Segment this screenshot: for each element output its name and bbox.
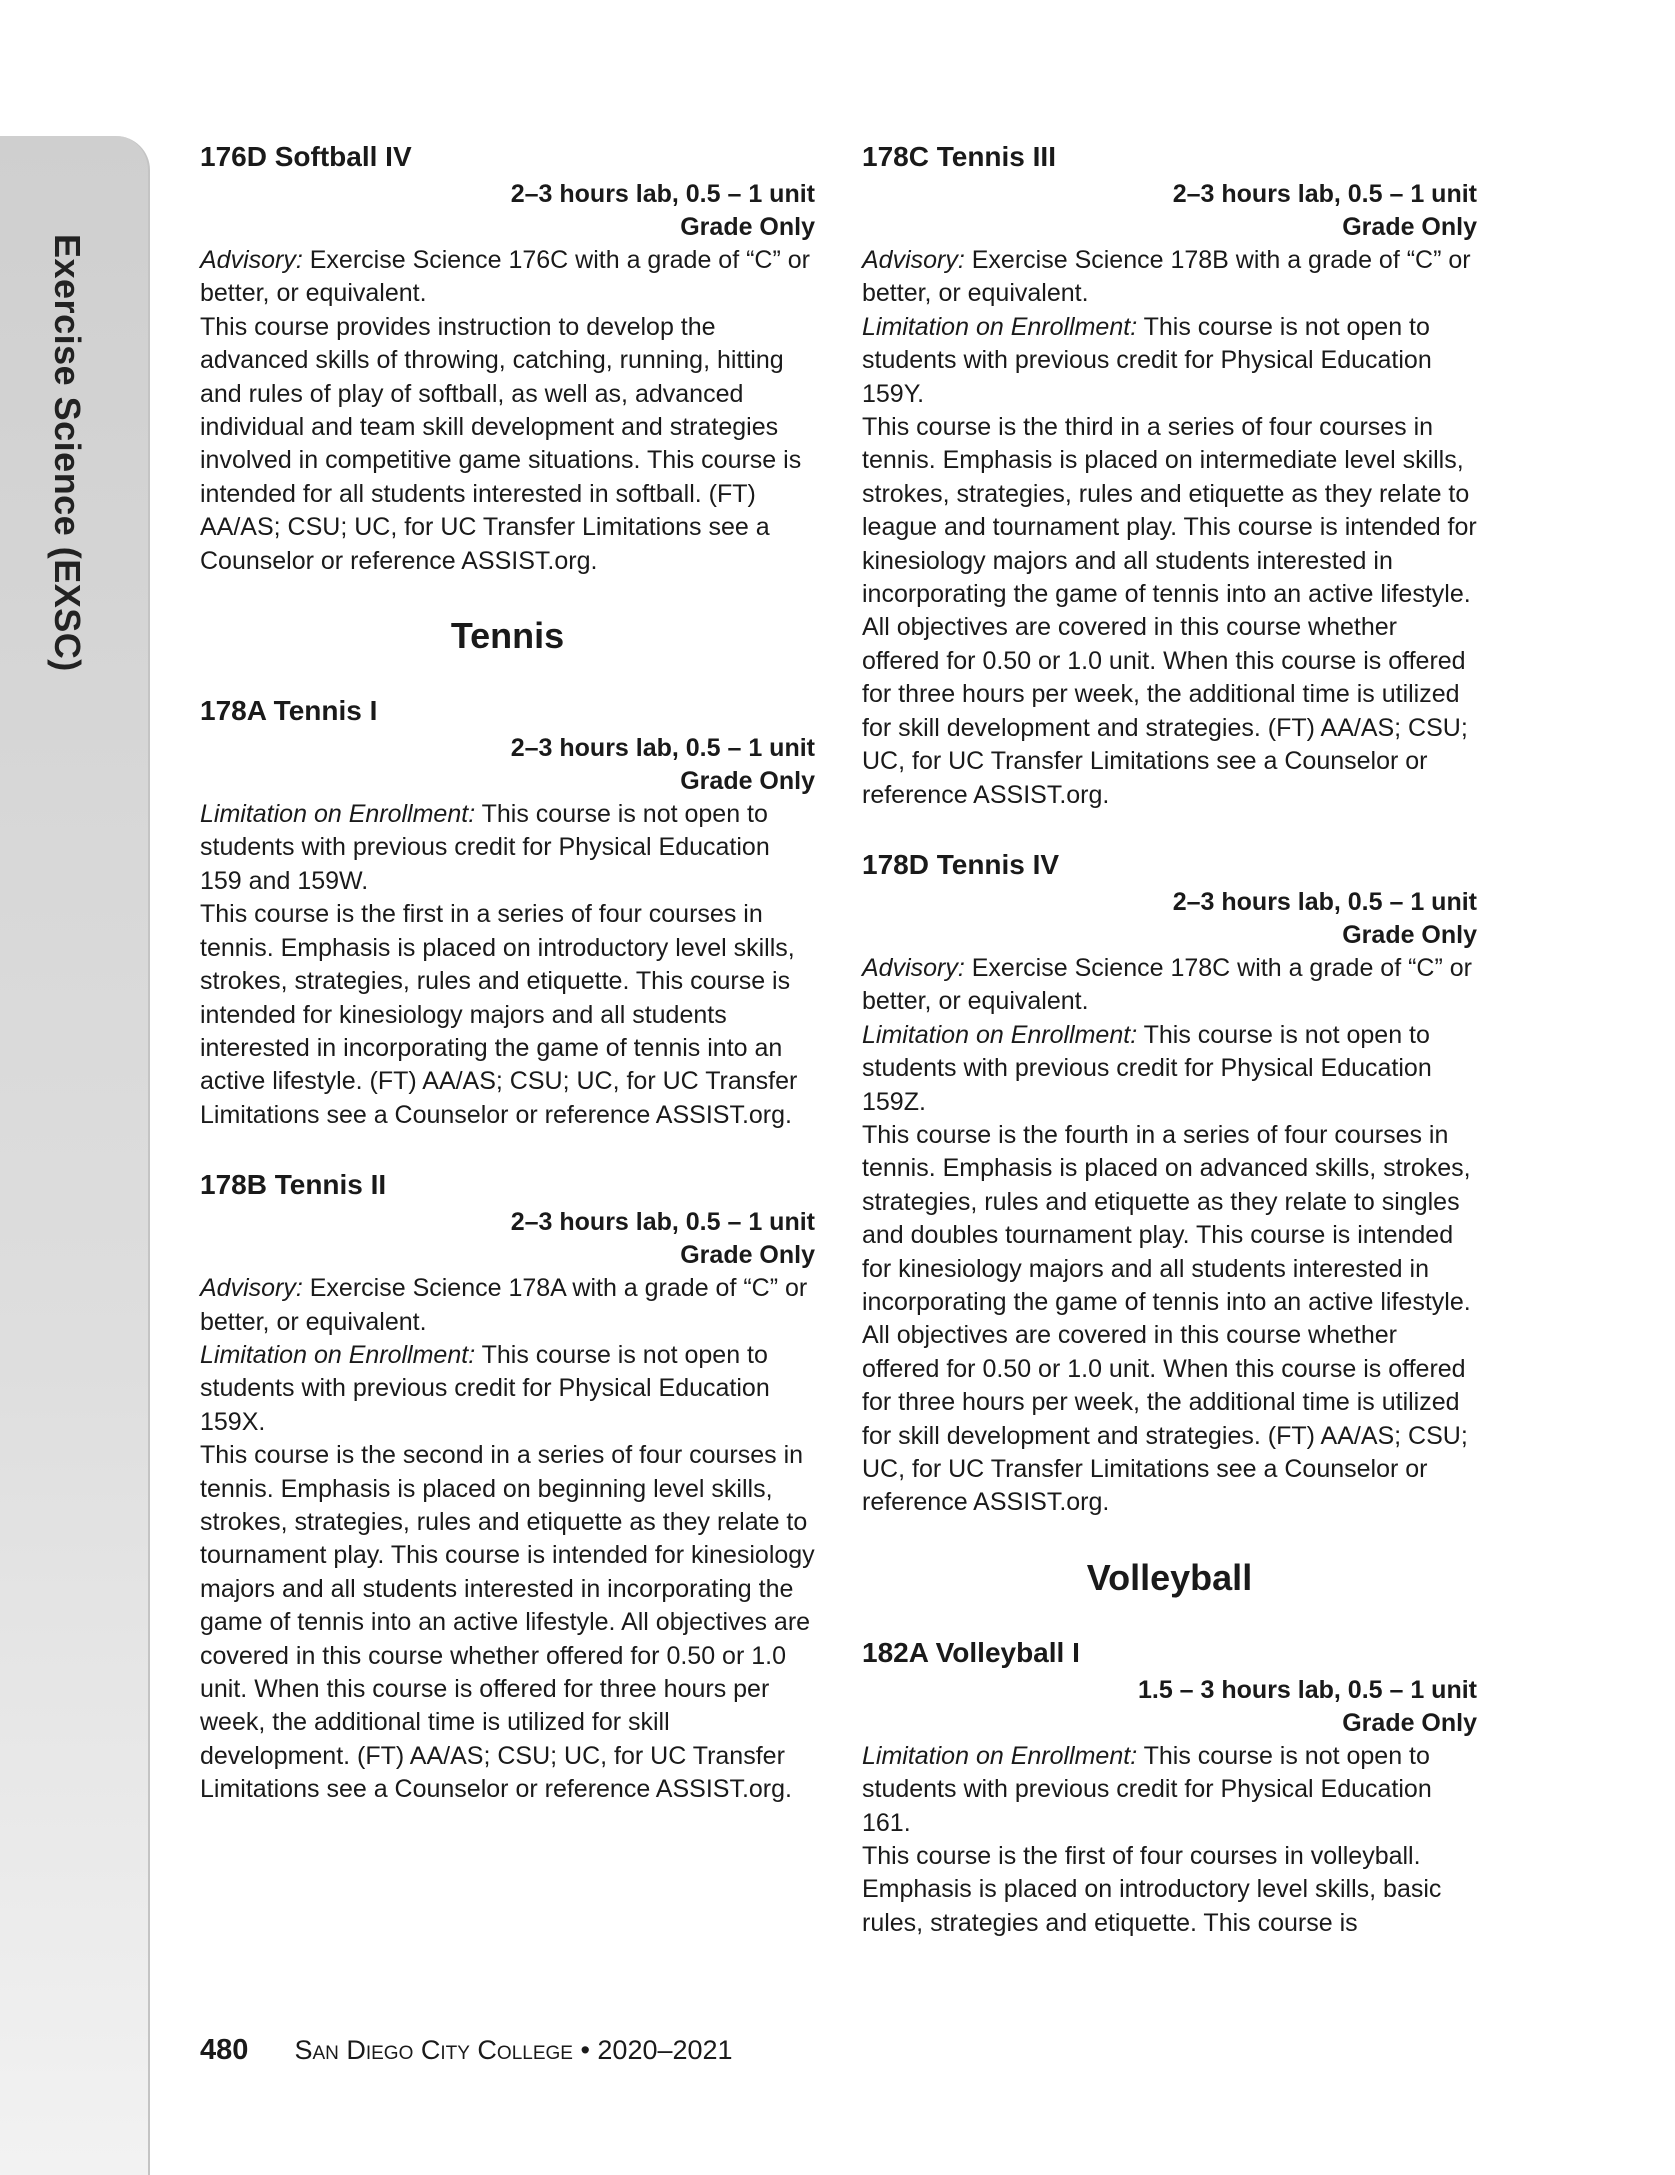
- advisory-label: Advisory:: [200, 1274, 303, 1303]
- course-description: This course is the fourth in a series of four courses in tennis. Emphasis is placed on advanced skills, strokes, strategies, rules and etiquette as they relate to singles and doubles tournament play. This course is intended for kinesiology majors and all students interested in incorporating the game of tennis into an active lifestyle. All objectives are covered in this course whether offered for 0.50 or 1.0 unit. When this course is offered for three hours per week, the additional time is utilized for skill development and strategies. (FT) AA/AS; CSU; UC, for UC Transfer Limitations see a Counselor or reference ASSIST.org.: [862, 1120, 1471, 1517]
- limitation-text: This course is not open to students with previous credit for Physical Education 159Y.: [862, 312, 1432, 408]
- course-hours: 2–3 hours lab, 0.5 – 1 unit: [510, 1208, 815, 1237]
- section-heading-volleyball: Volleyball: [1086, 1556, 1253, 1598]
- footer-college: San Diego City College • 2020–2021: [294, 2035, 733, 2065]
- course-limitation: [862, 1740, 1477, 1840]
- advisory-label: Advisory:: [200, 246, 303, 274]
- course-advisory: [200, 244, 815, 311]
- course-advisory: [862, 244, 1477, 311]
- course-grade: Grade Only: [680, 213, 815, 241]
- advisory-text: Exercise Science 178A with a grade of “C” or better, or equivalent.: [200, 1274, 808, 1336]
- course-description: This course provides instruction to develop the advanced skills of throwing, catching, running, hitting and rules of play of softball, as well as, advanced individual and team skill development and strategies involved in competitive game situations. This course is intended for all students interested in softball. (FT) AA/AS; CSU; UC, for UC Transfer Limitations see a Counselor or reference ASSIST.org.: [200, 312, 802, 575]
- section-heading-tennis: Tennis: [450, 615, 565, 657]
- limitation-text: This course is not open to students with previous credit for Physical Education 159 and 159W.: [200, 800, 770, 895]
- limitation-label: Limitation on Enrollment:: [862, 1741, 1138, 1770]
- advisory-text: Exercise Science 178B with a grade of “C” or better, or equivalent.: [862, 246, 1471, 308]
- course-title: 178B Tennis II: [200, 1169, 387, 1201]
- limitation-label: Limitation on Enrollment:: [200, 800, 476, 829]
- course-hours: 2–3 hours lab, 0.5 – 1 unit: [510, 180, 815, 208]
- course-grade: Grade Only: [1342, 920, 1477, 949]
- course-hours: 2–3 hours lab, 0.5 – 1 unit: [510, 734, 815, 763]
- course-limitation: [862, 1019, 1477, 1119]
- limitation-label: Limitation on Enrollment:: [862, 312, 1138, 341]
- course-title: 178C Tennis III: [862, 141, 1056, 172]
- course-178b: [200, 1168, 815, 1807]
- course-title: 176D Softball IV: [200, 141, 412, 172]
- left-column: [200, 140, 815, 1843]
- course-178d: [862, 848, 1477, 1520]
- course-title: 178D Tennis IV: [862, 848, 1060, 880]
- course-grade: Grade Only: [1342, 1708, 1477, 1737]
- limitation-text: This course is not open to students with previous credit for Physical Education 159X.: [200, 1340, 770, 1436]
- course-hours: 1.5 – 3 hours lab, 0.5 – 1 unit: [1137, 1675, 1477, 1704]
- course-title: 182A Volleyball I: [862, 1636, 1080, 1668]
- course-grade: Grade Only: [680, 1241, 815, 1270]
- limitation-text: This course is not open to students with previous credit for Physical Education 159Z.: [862, 1020, 1432, 1116]
- course-hours: 2–3 hours lab, 0.5 – 1 unit: [1172, 180, 1477, 208]
- course-advisory: [200, 1272, 815, 1339]
- course-description: This course is the first of four courses in volleyball. Emphasis is placed on introductory level skills, basic rules, strategies and etiquette. This course is: [862, 1842, 1442, 1937]
- course-hours: 2–3 hours lab, 0.5 – 1 unit: [1172, 887, 1477, 916]
- advisory-label: Advisory:: [862, 953, 965, 982]
- course-176d: [200, 140, 815, 578]
- course-description: This course is the second in a series of four courses in tennis. Emphasis is placed on beginning level skills, strokes, strategies, rules and etiquette as they relate to tournament play. This course is intended for kinesiology majors and all students interested in incorporating the game of tennis into an active lifestyle. All objectives are covered in this course whether offered for 0.50 or 1.0 unit. When this course is offered for three hours per week, the additional time is utilized for skill development. (FT) AA/AS; CSU; UC, for UC Transfer Limitations see a Counselor or reference ASSIST.org.: [200, 1441, 815, 1804]
- page-footer: [200, 2030, 733, 2070]
- course-limitation: [200, 798, 815, 898]
- advisory-text: Exercise Science 176C with a grade of “C” or better, or equivalent.: [200, 246, 810, 308]
- limitation-label: Limitation on Enrollment:: [862, 1020, 1138, 1049]
- advisory-text: Exercise Science 178C with a grade of “C” or better, or equivalent.: [862, 953, 1472, 1016]
- course-limitation: [862, 311, 1477, 411]
- course-limitation: [200, 1339, 815, 1439]
- course-182a: [862, 1636, 1477, 1940]
- course-description: This course is the third in a series of four courses in tennis. Emphasis is placed on intermediate level skills, strokes, strategies, rules and etiquette as they relate to league and tournament play. This course is intended for kinesiology majors and all students interested in incorporating the game of tennis into an active lifestyle. All objectives are covered in this course whether offered for 0.50 or 1.0 unit. When this course is offered for three hours per week, the additional time is utilized for skill development and strategies. (FT) AA/AS; CSU; UC, for UC Transfer Limitations see a Counselor or reference ASSIST.org.: [862, 413, 1477, 809]
- course-description: This course is the first in a series of four courses in tennis. Emphasis is placed on introductory level skills, strokes, strategies, rules and etiquette. This course is intended for kinesiology majors and all students interested in incorporating the game of tennis into an active lifestyle. (FT) AA/AS; CSU; UC, for UC Transfer Limitations see a Counselor or reference ASSIST.org.: [200, 900, 798, 1129]
- right-column: [862, 140, 1477, 1976]
- page-number: 480: [200, 2034, 249, 2066]
- limitation-label: Limitation on Enrollment:: [200, 1340, 476, 1369]
- section-side-label: Exercise Science (EXSC): [47, 234, 88, 672]
- course-grade: Grade Only: [680, 767, 815, 796]
- limitation-text: This course is not open to students with previous credit for Physical Education 161.: [862, 1741, 1432, 1837]
- course-grade: Grade Only: [1342, 213, 1477, 241]
- course-advisory: [862, 952, 1477, 1019]
- course-178a: [200, 694, 815, 1132]
- course-title: 178A Tennis I: [200, 695, 378, 727]
- course-178c: [862, 140, 1477, 812]
- advisory-label: Advisory:: [862, 246, 965, 274]
